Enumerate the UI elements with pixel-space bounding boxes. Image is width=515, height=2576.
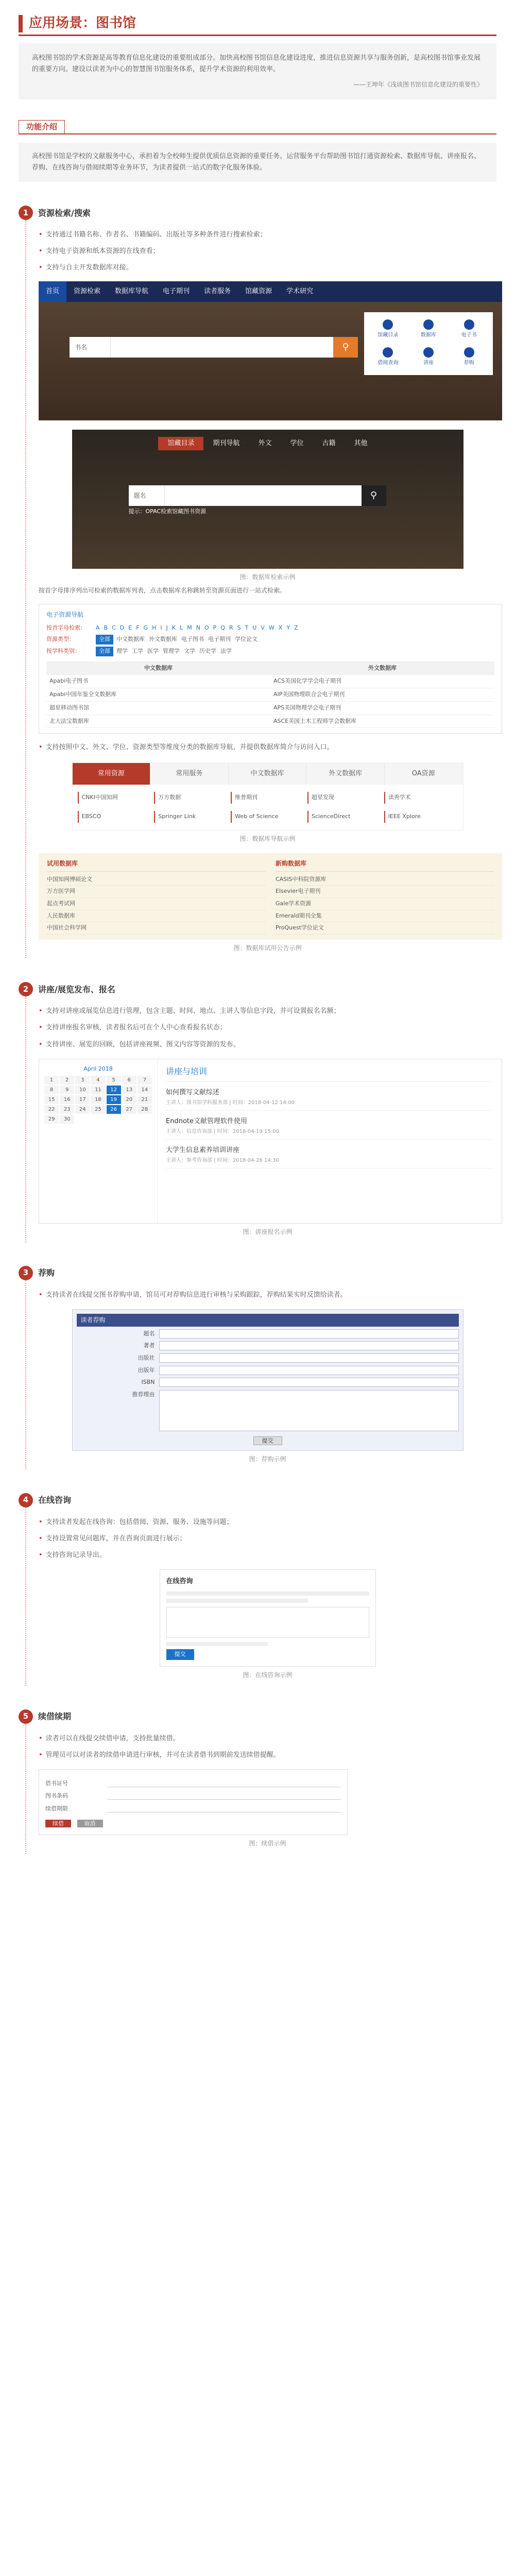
section-number: 3 bbox=[19, 1266, 33, 1280]
page-title: 应用场景：图书馆 bbox=[29, 15, 136, 31]
letter-link[interactable]: C bbox=[112, 624, 116, 631]
db-tabs bbox=[73, 763, 463, 785]
text-line bbox=[166, 1591, 369, 1596]
letter-link[interactable]: E bbox=[128, 624, 132, 631]
letter-link[interactable]: H bbox=[152, 624, 157, 631]
trial-item-text: Elsevier电子期刊 bbox=[276, 888, 321, 895]
db-tab[interactable]: 常用服务 bbox=[150, 763, 229, 785]
renew-row bbox=[45, 1804, 341, 1814]
letter-link[interactable]: P bbox=[213, 624, 217, 631]
renew-row bbox=[45, 1779, 341, 1789]
form-row bbox=[77, 1341, 459, 1351]
quote-text: 高校图书馆的学术资源是高等教育信息化建设的重要组成部分。加快高校图书馆信息化建设进度，推进信息资源共享与服务创新，是高校图书馆事业发展的重要方向。建设以读者为中心的智慧图书馆服务体系，提升学术资源的利用效率。 bbox=[32, 54, 481, 74]
renew-input[interactable] bbox=[107, 1791, 341, 1800]
calendar-day[interactable]: 29 bbox=[44, 1115, 59, 1124]
caption: 图：讲座报名示例 bbox=[243, 1228, 293, 1235]
db-title: 电子资源导航 bbox=[46, 611, 84, 619]
form-row bbox=[77, 1366, 459, 1376]
db-letter-label: 按首字母检索： bbox=[46, 624, 86, 631]
bullet: • 支持按照中文、外文、学位、资源类型等维度分类的数据库导航，并提供数据库简介与访问入口。 bbox=[39, 742, 496, 753]
db-table-header: 外文数据库 bbox=[270, 662, 494, 675]
opac-tab[interactable]: 学位 bbox=[290, 439, 304, 447]
db-note: 按首字母排序列出可检索的数据库列表，点击数据库名称跳转至资源页面进行一站式检索。 bbox=[39, 586, 286, 594]
feature-recommend bbox=[19, 1266, 496, 1469]
trial-item[interactable] bbox=[47, 898, 265, 910]
calendar-day[interactable]: 23 bbox=[60, 1105, 74, 1114]
db-type-label: 资源类型： bbox=[46, 636, 75, 643]
calendar-day[interactable]: 6 bbox=[122, 1076, 136, 1084]
db-link[interactable]: CNKI中国知网 bbox=[78, 792, 151, 804]
section-number: 1 bbox=[19, 206, 33, 220]
bullet: • 支持对讲座或展览信息进行管理，包含主题、时间、地点、主讲人等信息字段，并可设置报名名额； bbox=[39, 1006, 496, 1017]
bullet: • 支持与自主开发数据库对接。 bbox=[39, 262, 496, 274]
db-link[interactable]: ScienceDirect bbox=[307, 811, 381, 823]
form-row bbox=[77, 1353, 459, 1363]
bullet: • 支持讲座、展览的回顾，包括讲座视频、图文内容等资源的发布。 bbox=[39, 1039, 496, 1050]
db-link[interactable]: Web of Science bbox=[231, 811, 304, 823]
db-link[interactable]: 超星发现 bbox=[307, 792, 381, 804]
subject-item[interactable]: 医学 bbox=[147, 648, 159, 655]
feature-head bbox=[19, 1709, 496, 1724]
subject-item[interactable]: 工学 bbox=[132, 648, 143, 655]
letter-link[interactable]: D bbox=[119, 624, 125, 631]
calendar-day[interactable]: 25 bbox=[91, 1105, 105, 1114]
database-nav-mock bbox=[72, 762, 464, 830]
field-input[interactable] bbox=[159, 1366, 459, 1375]
form-row bbox=[77, 1329, 459, 1339]
portal-tile[interactable]: 馆藏目录 bbox=[369, 317, 407, 342]
overview-tag: 功能介绍 bbox=[19, 120, 65, 134]
calendar-day[interactable]: 5 bbox=[107, 1076, 121, 1084]
feature-lecture bbox=[19, 982, 496, 1242]
db-cell[interactable]: ASCE美国土木工程师学会数据库 bbox=[270, 715, 494, 728]
field-label: ISBN bbox=[141, 1379, 155, 1386]
feature-head bbox=[19, 1493, 496, 1507]
portal-search-select[interactable]: 书名 bbox=[70, 337, 111, 358]
caption: 图：荐购示例 bbox=[249, 1455, 286, 1463]
trial-head: 试用数据库 bbox=[47, 858, 265, 871]
feature-head bbox=[19, 206, 496, 220]
renew-input[interactable] bbox=[107, 1804, 341, 1812]
trial-item[interactable] bbox=[276, 886, 494, 898]
bullet: • 支持读者在线提交图书荐购申请，馆员可对荐购信息进行审核与采购跟踪，荐购结果实时反馈给读者。 bbox=[39, 1290, 496, 1301]
bullet: • 支持设置常见问题库，并在咨询页面进行展示； bbox=[39, 1533, 496, 1545]
consult-submit-button[interactable]: 提交 bbox=[166, 1649, 194, 1660]
renew-button[interactable]: 续借 bbox=[45, 1820, 71, 1827]
trial-item-text: 中国知网博硕论文 bbox=[47, 875, 92, 883]
lecture-entry-title: Endnote文献管理软件使用 bbox=[166, 1117, 247, 1125]
letter-link[interactable]: W bbox=[268, 624, 274, 631]
db-cell[interactable]: 超星移动图书馆 bbox=[46, 702, 270, 715]
calendar-day[interactable]: 11 bbox=[91, 1086, 105, 1094]
letter-list bbox=[96, 623, 302, 633]
trial-item-text: Emerald期刊全集 bbox=[276, 912, 322, 919]
lecture-entry[interactable] bbox=[166, 1145, 493, 1168]
portal-search bbox=[70, 337, 358, 358]
feature-renew bbox=[19, 1709, 496, 1854]
bullet: • 读者可以在线提交续借申请，支持批量续借。 bbox=[39, 1733, 496, 1744]
calendar-day[interactable]: 4 bbox=[91, 1076, 105, 1084]
overview-divider bbox=[19, 133, 496, 134]
overview-text: 高校图书馆是学校的文献服务中心，承担着为全校师生提供优质信息资源的重要任务。运营服务平台帮助图书馆打通资源检索、数据库导航、讲座报名、荐购、在线咨询与借阅续期等业务环节，为读者提供一站式的数字化服务体验。 bbox=[19, 143, 496, 182]
field-input[interactable] bbox=[159, 1353, 459, 1363]
calendar-day[interactable]: 14 bbox=[138, 1086, 152, 1094]
db-tab[interactable]: 中文数据库 bbox=[229, 763, 307, 785]
db-link[interactable]: 维普期刊 bbox=[231, 792, 304, 804]
trial-item[interactable] bbox=[276, 898, 494, 910]
trial-item[interactable] bbox=[276, 910, 494, 923]
quote-source: ——王坤年《浅谈图书馆信息化建设的重要性》 bbox=[353, 81, 483, 89]
subject-item[interactable]: 历史学 bbox=[199, 648, 216, 655]
portal-tile[interactable]: 荐购 bbox=[450, 345, 488, 370]
portal-nav-item[interactable]: 馆藏资源 bbox=[245, 287, 272, 295]
type-item[interactable]: 中文数据库 bbox=[116, 636, 145, 643]
search-icon[interactable]: ⚲ bbox=[362, 485, 386, 506]
opac-tab[interactable]: 馆藏目录 bbox=[158, 437, 203, 450]
lecture-heading: 讲座与培训 bbox=[166, 1064, 493, 1082]
bullet: • 支持讲座报名审核，读者报名后可在个人中心查看报名状态； bbox=[39, 1022, 496, 1033]
calendar-day[interactable]: 27 bbox=[122, 1105, 136, 1114]
feature-resource-search bbox=[19, 206, 496, 958]
feature-body bbox=[25, 1507, 496, 1685]
calendar-day[interactable]: 30 bbox=[60, 1115, 74, 1124]
db-cell[interactable]: Apabi中国年鉴全文数据库 bbox=[46, 688, 270, 702]
lecture-entry-meta: 主讲人：参考咨询部 | 时间：2018-04-26 14:30 bbox=[166, 1158, 279, 1164]
bullet: • 支持读者发起在线咨询：包括借阅、资源、服务、设施等问题； bbox=[39, 1517, 496, 1528]
trial-item-text: Gale学术资源 bbox=[276, 900, 312, 907]
calendar-day[interactable]: 20 bbox=[122, 1095, 136, 1104]
lecture-sidebar bbox=[39, 1059, 158, 1223]
caption: 图：数据库检索示例 bbox=[239, 573, 296, 581]
field-textarea[interactable] bbox=[159, 1390, 459, 1431]
letter-link[interactable]: F bbox=[136, 624, 140, 631]
db-subject-row bbox=[46, 647, 494, 656]
type-item[interactable]: 电子图书 bbox=[181, 636, 204, 643]
lecture-entry-title: 大学生信息素养培训讲座 bbox=[166, 1146, 240, 1155]
field-label: 出版社 bbox=[138, 1354, 155, 1361]
renew-input[interactable] bbox=[107, 1779, 341, 1787]
field-input[interactable] bbox=[159, 1329, 459, 1338]
letter-link[interactable]: O bbox=[204, 624, 209, 631]
section-title: 续借续期 bbox=[38, 1711, 72, 1721]
letter-link[interactable]: N bbox=[196, 624, 200, 631]
letter-link[interactable]: A bbox=[96, 624, 100, 631]
trial-item-text: 中国社会科学网 bbox=[47, 924, 87, 931]
opac-tab[interactable]: 其他 bbox=[354, 439, 368, 447]
type-chip[interactable]: 全部 bbox=[96, 635, 113, 645]
letter-link[interactable]: X bbox=[278, 624, 283, 631]
title-bar bbox=[19, 12, 496, 36]
calendar-day[interactable]: 19 bbox=[107, 1095, 121, 1104]
db-cell[interactable]: 北大法宝数据库 bbox=[46, 715, 270, 728]
calendar-day[interactable]: 22 bbox=[44, 1105, 59, 1114]
db-cell[interactable]: AIP美国物理联合会电子期刊 bbox=[270, 688, 494, 702]
trial-item-text: 万方医学网 bbox=[47, 888, 75, 895]
section-number: 2 bbox=[19, 982, 33, 996]
field-label: 著者 bbox=[143, 1342, 155, 1349]
opac-select[interactable]: 题名 bbox=[129, 485, 165, 506]
letter-link[interactable]: S bbox=[237, 624, 241, 631]
section-number: 4 bbox=[19, 1493, 33, 1507]
section-title: 讲座/展览发布、报名 bbox=[38, 984, 115, 994]
field-input[interactable] bbox=[159, 1378, 459, 1387]
trial-db-mock bbox=[39, 853, 502, 940]
letter-link[interactable]: M bbox=[187, 624, 192, 631]
subject-chip[interactable]: 全部 bbox=[96, 647, 113, 656]
renew-label: 借书证号 bbox=[45, 1780, 68, 1787]
portal-nav-item[interactable]: 电子期刊 bbox=[163, 287, 190, 295]
field-label: 出版年 bbox=[138, 1366, 155, 1374]
calendar-day[interactable]: 8 bbox=[44, 1086, 59, 1094]
letter-link[interactable]: Z bbox=[294, 624, 298, 631]
consult-input[interactable] bbox=[166, 1607, 369, 1638]
title-accent bbox=[19, 15, 23, 32]
portal-nav-item[interactable]: 数据库导航 bbox=[115, 287, 149, 295]
letter-link[interactable]: T bbox=[245, 624, 249, 631]
trial-head: 新购数据库 bbox=[276, 858, 494, 871]
db-navigation-mock bbox=[39, 604, 502, 734]
calendar-day[interactable]: 10 bbox=[75, 1086, 90, 1094]
trial-item[interactable] bbox=[47, 886, 265, 898]
calendar-day[interactable]: 17 bbox=[75, 1095, 90, 1104]
lecture-entry-meta: 主讲人：图书馆学科服务部 | 时间：2018-04-12 14:00 bbox=[166, 1099, 295, 1106]
calendar-day[interactable]: 12 bbox=[107, 1086, 121, 1094]
calendar-day[interactable]: 24 bbox=[75, 1105, 90, 1114]
form-submit bbox=[77, 1436, 459, 1446]
text-line bbox=[166, 1599, 308, 1603]
db-tab[interactable]: OA资源 bbox=[385, 763, 463, 785]
db-cell[interactable]: ACS美国化学学会电子期刊 bbox=[270, 675, 494, 688]
calendar bbox=[44, 1076, 152, 1124]
db-subject-label: 按学科类别： bbox=[46, 648, 80, 655]
field-label: 推荐理由 bbox=[132, 1391, 155, 1398]
db-table bbox=[46, 662, 494, 728]
letter-link[interactable]: L bbox=[180, 624, 183, 631]
caption: 图：在线咨询示例 bbox=[243, 1671, 293, 1679]
lecture-entry[interactable] bbox=[166, 1087, 493, 1111]
subject-item[interactable]: 管理学 bbox=[163, 648, 180, 655]
bullet: • 支持咨询记录导出。 bbox=[39, 1550, 496, 1561]
bullet: • 管理员可以对读者的续借申请进行审核，并可在读者借书到期前发送续借提醒。 bbox=[39, 1750, 496, 1761]
feature-body bbox=[25, 220, 496, 958]
calendar-day[interactable]: 7 bbox=[138, 1076, 152, 1084]
calendar-day[interactable]: 15 bbox=[44, 1095, 59, 1104]
section-title: 在线咨询 bbox=[38, 1495, 72, 1505]
letter-link[interactable]: K bbox=[171, 624, 176, 631]
db-tab[interactable]: 外文数据库 bbox=[306, 763, 385, 785]
letter-link[interactable]: I bbox=[160, 624, 162, 631]
calendar-day[interactable]: 3 bbox=[75, 1076, 90, 1084]
section-number: 5 bbox=[19, 1709, 33, 1724]
trial-item-text: ProQuest学位论文 bbox=[276, 924, 324, 931]
db-cell[interactable]: Apabi电子图书 bbox=[46, 675, 270, 688]
portal-nav-item[interactable]: 首页 bbox=[39, 281, 66, 302]
lecture-entry[interactable] bbox=[166, 1116, 493, 1140]
calendar-day[interactable]: 13 bbox=[122, 1086, 136, 1094]
trial-item[interactable] bbox=[47, 874, 265, 886]
db-table-header: 中文数据库 bbox=[46, 662, 270, 675]
overview bbox=[19, 120, 496, 182]
form-row bbox=[77, 1378, 459, 1387]
letter-link[interactable]: Q bbox=[220, 624, 225, 631]
db-cell[interactable]: APS美国物理学会电子期刊 bbox=[270, 702, 494, 715]
portal-nav-item[interactable]: 资源检索 bbox=[74, 287, 101, 295]
calendar-day[interactable]: 2 bbox=[60, 1076, 74, 1084]
letter-link[interactable]: G bbox=[143, 624, 148, 631]
opac-tab[interactable]: 期刊导航 bbox=[213, 439, 240, 447]
library-portal-mock bbox=[39, 281, 502, 420]
field-input[interactable] bbox=[159, 1341, 459, 1350]
page-header bbox=[19, 12, 496, 99]
letter-link[interactable]: R bbox=[229, 624, 233, 631]
letter-link[interactable]: V bbox=[261, 624, 265, 631]
trial-item[interactable] bbox=[47, 910, 265, 923]
opac-tab[interactable]: 外文 bbox=[258, 439, 272, 447]
bullet: • 支持通过书籍名称、作者名、书籍编码、出版社等多种条件进行搜索检索； bbox=[39, 229, 496, 241]
calendar-day[interactable]: 1 bbox=[44, 1076, 59, 1084]
feature-body bbox=[25, 1724, 496, 1854]
lecture-main bbox=[158, 1059, 502, 1223]
type-item[interactable]: 电子期刊 bbox=[208, 636, 231, 643]
calendar-day[interactable]: 18 bbox=[91, 1095, 105, 1104]
db-link[interactable]: 万方数据 bbox=[154, 792, 228, 804]
bullet: • 支持电子资源和纸本资源的在线查看； bbox=[39, 246, 496, 257]
calendar-day[interactable]: 21 bbox=[138, 1095, 152, 1104]
type-item[interactable]: 外文数据库 bbox=[149, 636, 177, 643]
trial-item[interactable] bbox=[276, 874, 494, 886]
form-row bbox=[77, 1390, 459, 1431]
lecture-mock bbox=[39, 1059, 502, 1224]
trial-item[interactable] bbox=[276, 922, 494, 935]
consult-title: 在线咨询 bbox=[166, 1578, 193, 1586]
trial-item-text: 起点考试网 bbox=[47, 900, 75, 907]
feature-head bbox=[19, 1266, 496, 1280]
subject-item[interactable]: 文学 bbox=[184, 648, 195, 655]
quote-box bbox=[19, 43, 496, 99]
calendar-day[interactable]: 9 bbox=[60, 1086, 74, 1094]
calendar-month: April 2018 bbox=[83, 1065, 113, 1072]
trial-item[interactable] bbox=[47, 922, 265, 935]
db-link[interactable]: 读秀学术 bbox=[384, 792, 458, 804]
form-bar: 读者荐购 bbox=[77, 1314, 459, 1326]
feature-consult bbox=[19, 1493, 496, 1685]
portal-tile[interactable]: 讲座 bbox=[410, 345, 448, 370]
letter-link[interactable]: Y bbox=[286, 624, 290, 631]
renew-label: 续借期限 bbox=[45, 1805, 68, 1812]
db-link[interactable]: IEEE Xplore bbox=[384, 811, 458, 823]
trial-item-text: 人民数据库 bbox=[47, 912, 75, 919]
calendar-day[interactable]: 16 bbox=[60, 1095, 74, 1104]
db-tab[interactable]: 常用资源 bbox=[73, 763, 151, 785]
feature-body bbox=[25, 1280, 496, 1469]
portal-nav-item[interactable]: 学术研究 bbox=[286, 287, 314, 295]
opac-tab[interactable]: 古籍 bbox=[322, 439, 336, 447]
lecture-entry-meta: 主讲人：信息咨询部 | 时间：2018-04-19 15:00 bbox=[166, 1129, 279, 1135]
db-letter-row bbox=[46, 623, 494, 633]
trial-left bbox=[47, 858, 265, 935]
search-icon[interactable]: ⚲ bbox=[333, 337, 358, 358]
field-label: 题名 bbox=[143, 1330, 155, 1337]
lecture-entry-title: 如何撰写文献综述 bbox=[166, 1088, 220, 1096]
opac-mock bbox=[72, 430, 464, 569]
db-type-row bbox=[46, 635, 494, 645]
opac-tabs bbox=[72, 430, 464, 450]
cancel-button[interactable]: 取消 bbox=[77, 1820, 103, 1827]
subject-item[interactable]: 理学 bbox=[116, 648, 128, 655]
caption: 图：续借示例 bbox=[249, 1840, 286, 1848]
portal-tile[interactable]: 数据库 bbox=[410, 317, 448, 342]
letter-link[interactable]: J bbox=[166, 624, 168, 631]
trial-item-text: CASIS中科院资源库 bbox=[276, 875, 327, 883]
portal-tile[interactable]: 电子书 bbox=[450, 317, 488, 342]
letter-link[interactable]: B bbox=[104, 624, 108, 631]
calendar-day[interactable]: 28 bbox=[138, 1105, 152, 1114]
opac-search bbox=[129, 485, 386, 506]
subject-item[interactable]: 法学 bbox=[220, 648, 232, 655]
renew-label: 图书条码 bbox=[45, 1792, 68, 1800]
db-link[interactable]: EBSCO bbox=[78, 811, 151, 823]
feature-body bbox=[25, 996, 496, 1242]
section-title: 荐购 bbox=[38, 1268, 55, 1278]
letter-link[interactable]: U bbox=[252, 624, 257, 631]
feature-head bbox=[19, 982, 496, 996]
db-grid bbox=[73, 785, 463, 829]
renew-row bbox=[45, 1791, 341, 1801]
db-link[interactable]: Springer Link bbox=[154, 811, 228, 823]
renew-mock bbox=[39, 1769, 348, 1836]
portal-tiles bbox=[364, 312, 493, 375]
page-bottom-spacer bbox=[0, 1854, 515, 1885]
consult-mock bbox=[160, 1569, 376, 1667]
caption: 图：数据库导航示例 bbox=[239, 835, 296, 842]
portal-nav bbox=[39, 281, 502, 302]
portal-nav-item[interactable]: 读者服务 bbox=[204, 287, 231, 295]
portal-tile[interactable]: 借阅查询 bbox=[369, 345, 407, 370]
type-item[interactable]: 学位论文 bbox=[235, 636, 258, 643]
recommend-form-mock bbox=[72, 1309, 464, 1451]
text-line bbox=[166, 1642, 268, 1646]
caption: 图：数据库试用公告示例 bbox=[233, 944, 302, 952]
renew-buttons bbox=[45, 1819, 341, 1829]
trial-right bbox=[276, 858, 494, 935]
section-title: 资源检索/搜索 bbox=[38, 208, 91, 218]
submit-button[interactable]: 提交 bbox=[253, 1436, 282, 1445]
calendar-day[interactable]: 26 bbox=[107, 1105, 121, 1114]
opac-hint: 提示：OPAC检索馆藏图书资源 bbox=[128, 507, 207, 515]
